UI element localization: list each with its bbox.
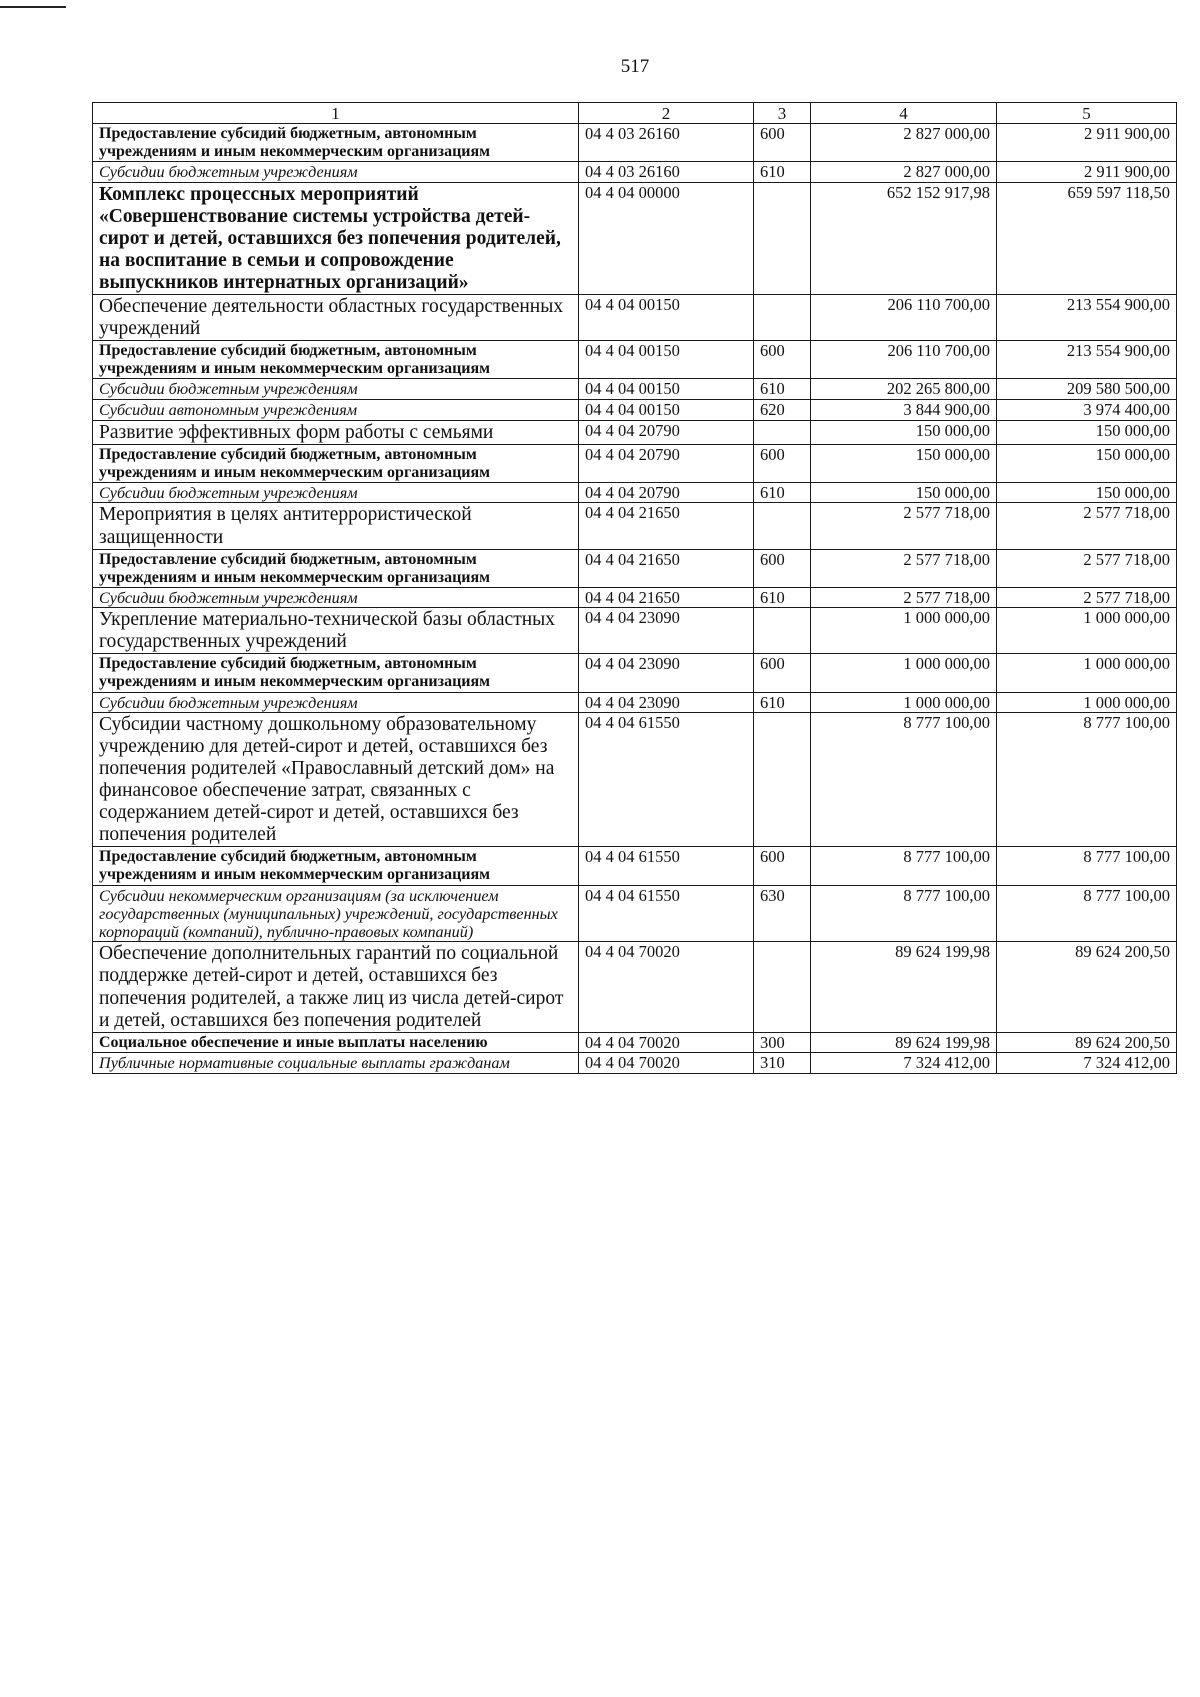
- row-expense-type: 300: [754, 1032, 811, 1053]
- row-amount-year2: 150 000,00: [997, 444, 1177, 482]
- row-expense-type: 610: [754, 379, 811, 400]
- row-code: 04 4 04 61550: [579, 885, 754, 942]
- row-name: Комплекс процессных мероприятий «Совершенствование системы устройства детей-сирот и детей, оставшихся без попечения родителей, на воспитание в семьи и сопровождение выпускников интернатных организаций»: [93, 183, 579, 295]
- row-expense-type: 600: [754, 847, 811, 885]
- row-code: 04 4 04 23090: [579, 654, 754, 692]
- row-amount-year2: 1 000 000,00: [997, 608, 1177, 654]
- row-code: 04 4 04 70020: [579, 942, 754, 1032]
- table-row: [93, 549, 1177, 587]
- row-amount-year1: 150 000,00: [811, 420, 997, 444]
- row-code: 04 4 04 23090: [579, 692, 754, 713]
- row-amount-year1: 89 624 199,98: [811, 1032, 997, 1053]
- row-amount-year2: 8 777 100,00: [997, 847, 1177, 885]
- row-expense-type: 600: [754, 341, 811, 379]
- row-amount-year2: 89 624 200,50: [997, 1032, 1177, 1053]
- row-expense-type: 610: [754, 162, 811, 183]
- table-header-row: [93, 103, 1177, 124]
- row-code: 04 4 04 61550: [579, 847, 754, 885]
- row-amount-year1: 206 110 700,00: [811, 295, 997, 341]
- row-amount-year2: 2 577 718,00: [997, 503, 1177, 549]
- table-row: [93, 885, 1177, 942]
- table-row: [93, 183, 1177, 295]
- row-amount-year2: 1 000 000,00: [997, 692, 1177, 713]
- table-row: [93, 608, 1177, 654]
- row-name: Предоставление субсидий бюджетным, автономным учреждениям и иным некоммерческим организациям: [93, 847, 579, 885]
- row-expense-type: 600: [754, 124, 811, 162]
- row-amount-year1: 2 577 718,00: [811, 549, 997, 587]
- row-amount-year2: 1 000 000,00: [997, 654, 1177, 692]
- row-amount-year2: 659 597 118,50: [997, 183, 1177, 295]
- row-name: Мероприятия в целях антитеррористической защищенности: [93, 503, 579, 549]
- row-name: Социальное обеспечение и иные выплаты населению: [93, 1032, 579, 1053]
- row-amount-year2: 2 577 718,00: [997, 587, 1177, 608]
- row-amount-year1: 206 110 700,00: [811, 341, 997, 379]
- table-row: [93, 1032, 1177, 1053]
- row-amount-year2: 150 000,00: [997, 420, 1177, 444]
- row-name: Субсидии бюджетным учреждениям: [93, 692, 579, 713]
- row-expense-type: 620: [754, 400, 811, 421]
- column-header: 1: [93, 103, 579, 124]
- row-expense-type: 600: [754, 444, 811, 482]
- table-row: [93, 692, 1177, 713]
- row-expense-type: 610: [754, 587, 811, 608]
- column-header: 4: [811, 103, 997, 124]
- row-name: Предоставление субсидий бюджетным, автономным учреждениям и иным некоммерческим организациям: [93, 444, 579, 482]
- row-amount-year1: 652 152 917,98: [811, 183, 997, 295]
- row-name: Публичные нормативные социальные выплаты гражданам: [93, 1053, 579, 1074]
- row-amount-year1: 1 000 000,00: [811, 608, 997, 654]
- row-code: 04 4 04 61550: [579, 713, 754, 847]
- row-name: Предоставление субсидий бюджетным, автономным учреждениям и иным некоммерческим организациям: [93, 549, 579, 587]
- row-name: Субсидии бюджетным учреждениям: [93, 379, 579, 400]
- table-body: [93, 124, 1177, 1074]
- row-amount-year2: 2 577 718,00: [997, 549, 1177, 587]
- row-expense-type: 600: [754, 654, 811, 692]
- row-amount-year2: 213 554 900,00: [997, 341, 1177, 379]
- row-name: Субсидии бюджетным учреждениям: [93, 162, 579, 183]
- row-name: Обеспечение деятельности областных государственных учреждений: [93, 295, 579, 341]
- row-amount-year2: 209 580 500,00: [997, 379, 1177, 400]
- row-amount-year1: 2 577 718,00: [811, 503, 997, 549]
- row-amount-year2: 7 324 412,00: [997, 1053, 1177, 1074]
- table-row: [93, 420, 1177, 444]
- column-header: 5: [997, 103, 1177, 124]
- row-amount-year2: 3 974 400,00: [997, 400, 1177, 421]
- row-expense-type: 630: [754, 885, 811, 942]
- row-code: 04 4 04 00150: [579, 295, 754, 341]
- budget-table: [92, 102, 1177, 1074]
- row-amount-year2: 89 624 200,50: [997, 942, 1177, 1032]
- table-row: [93, 1053, 1177, 1074]
- row-amount-year1: 8 777 100,00: [811, 713, 997, 847]
- row-amount-year2: 213 554 900,00: [997, 295, 1177, 341]
- row-amount-year2: 150 000,00: [997, 482, 1177, 503]
- row-amount-year1: 89 624 199,98: [811, 942, 997, 1032]
- row-amount-year1: 202 265 800,00: [811, 379, 997, 400]
- table-row: [93, 124, 1177, 162]
- table-row: [93, 379, 1177, 400]
- row-name: Предоставление субсидий бюджетным, автономным учреждениям и иным некоммерческим организациям: [93, 654, 579, 692]
- row-name: Предоставление субсидий бюджетным, автономным учреждениям и иным некоммерческим организациям: [93, 341, 579, 379]
- table-row: [93, 942, 1177, 1032]
- row-amount-year1: 150 000,00: [811, 444, 997, 482]
- row-code: 04 4 04 70020: [579, 1053, 754, 1074]
- row-amount-year1: 7 324 412,00: [811, 1053, 997, 1074]
- row-name: Субсидии частному дошкольному образовательному учреждению для детей-сирот и детей, оставшихся без попечения родителей «Православный детский дом» на финансовое обеспечение затрат, связанных с содержанием детей-сирот и детей, оставшихся без попечения родителей: [93, 713, 579, 847]
- row-expense-type: 310: [754, 1053, 811, 1074]
- row-amount-year2: 8 777 100,00: [997, 885, 1177, 942]
- row-code: 04 4 04 20790: [579, 444, 754, 482]
- row-expense-type: [754, 942, 811, 1032]
- row-amount-year1: 1 000 000,00: [811, 654, 997, 692]
- row-expense-type: [754, 608, 811, 654]
- row-code: 04 4 04 21650: [579, 549, 754, 587]
- row-code: 04 4 03 26160: [579, 124, 754, 162]
- row-name: Обеспечение дополнительных гарантий по социальной поддержке детей-сирот и детей, оставшихся без попечения родителей, а также лиц из числа детей-сирот и детей, оставшихся без попечения родителей: [93, 942, 579, 1032]
- row-name: Развитие эффективных форм работы с семьями: [93, 420, 579, 444]
- table-row: [93, 654, 1177, 692]
- table-row: [93, 444, 1177, 482]
- column-header: 3: [754, 103, 811, 124]
- row-name: Предоставление субсидий бюджетным, автономным учреждениям и иным некоммерческим организациям: [93, 124, 579, 162]
- row-name: Укрепление материально-технической базы областных государственных учреждений: [93, 608, 579, 654]
- row-expense-type: [754, 503, 811, 549]
- row-code: 04 4 04 21650: [579, 587, 754, 608]
- row-code: 04 4 04 20790: [579, 420, 754, 444]
- table-row: [93, 482, 1177, 503]
- row-expense-type: [754, 420, 811, 444]
- table-row: [93, 847, 1177, 885]
- row-expense-type: 610: [754, 482, 811, 503]
- row-amount-year1: 3 844 900,00: [811, 400, 997, 421]
- row-name: Субсидии бюджетным учреждениям: [93, 587, 579, 608]
- row-code: 04 4 04 00150: [579, 379, 754, 400]
- row-amount-year1: 150 000,00: [811, 482, 997, 503]
- corner-mark: [0, 6, 66, 8]
- row-name: Субсидии бюджетным учреждениям: [93, 482, 579, 503]
- row-code: 04 4 04 20790: [579, 482, 754, 503]
- row-amount-year1: 8 777 100,00: [811, 847, 997, 885]
- row-amount-year1: 1 000 000,00: [811, 692, 997, 713]
- row-amount-year1: 8 777 100,00: [811, 885, 997, 942]
- row-amount-year2: 2 911 900,00: [997, 124, 1177, 162]
- table-row: [93, 295, 1177, 341]
- row-expense-type: 600: [754, 549, 811, 587]
- table-row: [93, 341, 1177, 379]
- table-row: [93, 587, 1177, 608]
- row-amount-year2: 8 777 100,00: [997, 713, 1177, 847]
- row-name: Субсидии некоммерческим организациям (за исключением государственных (муниципальных) учреждений, государственных корпораций (компаний), публично-правовых компаний): [93, 885, 579, 942]
- row-expense-type: 610: [754, 692, 811, 713]
- column-header: 2: [579, 103, 754, 124]
- table-row: [93, 400, 1177, 421]
- row-amount-year1: 2 827 000,00: [811, 162, 997, 183]
- row-code: 04 4 04 00150: [579, 400, 754, 421]
- row-code: 04 4 04 00150: [579, 341, 754, 379]
- row-code: 04 4 04 00000: [579, 183, 754, 295]
- row-expense-type: [754, 713, 811, 847]
- row-code: 04 4 04 70020: [579, 1032, 754, 1053]
- row-name: Субсидии автономным учреждениям: [93, 400, 579, 421]
- row-amount-year1: 2 577 718,00: [811, 587, 997, 608]
- table-row: [93, 503, 1177, 549]
- table-row: [93, 713, 1177, 847]
- row-amount-year2: 2 911 900,00: [997, 162, 1177, 183]
- row-code: 04 4 04 23090: [579, 608, 754, 654]
- page-number: 517: [620, 56, 650, 77]
- row-expense-type: [754, 183, 811, 295]
- row-code: 04 4 03 26160: [579, 162, 754, 183]
- row-code: 04 4 04 21650: [579, 503, 754, 549]
- row-amount-year1: 2 827 000,00: [811, 124, 997, 162]
- table-row: [93, 162, 1177, 183]
- row-expense-type: [754, 295, 811, 341]
